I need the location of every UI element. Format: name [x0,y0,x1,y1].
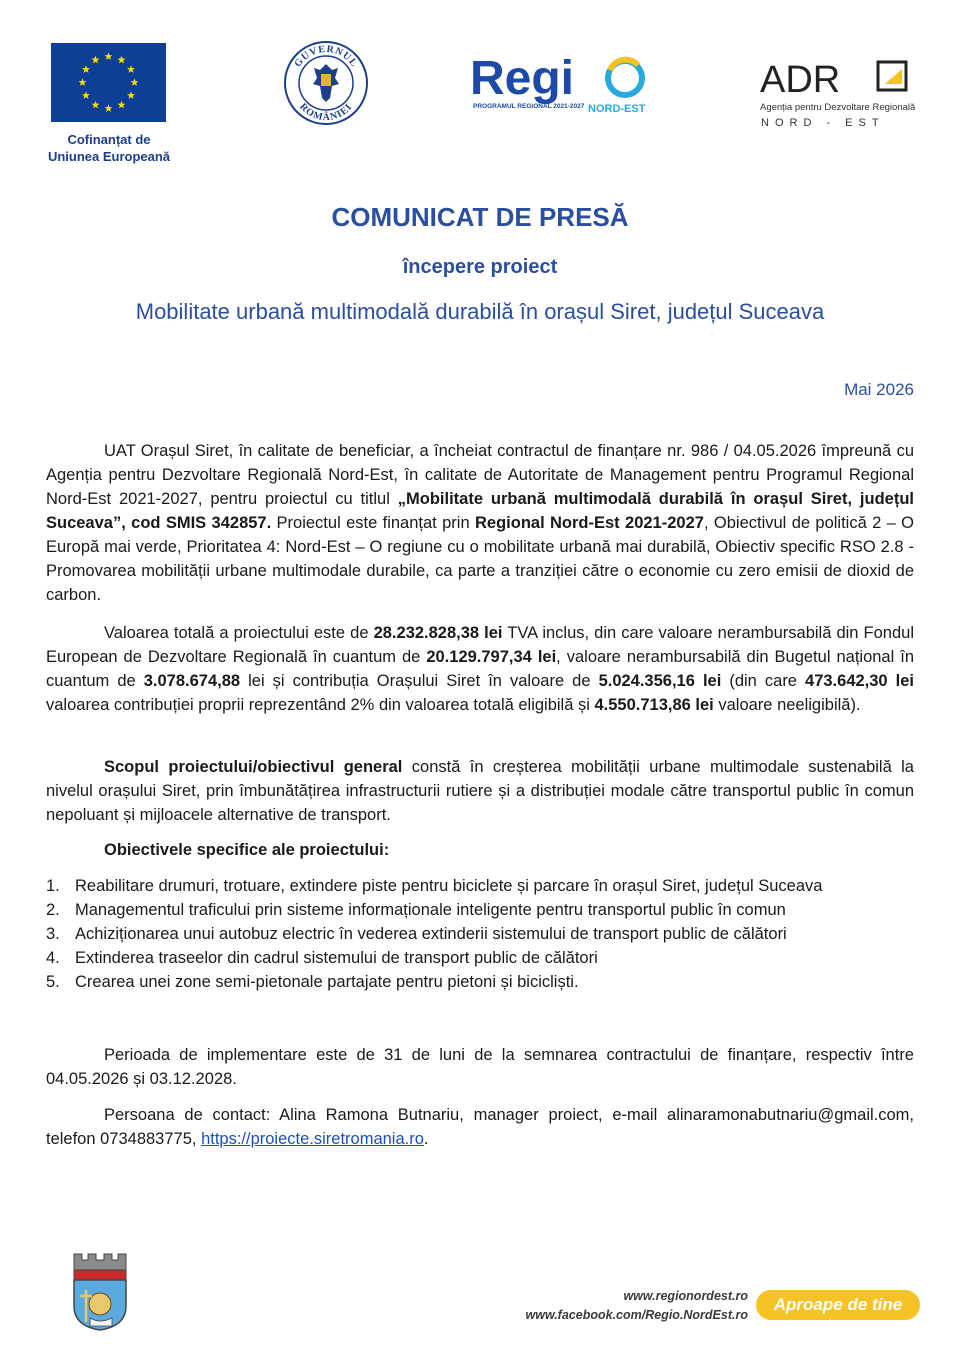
svg-text:Regi: Regi [470,52,575,105]
fedr-value: 20.129.797,34 lei [426,648,557,666]
project-website-link[interactable]: https://proiecte.siretromania.ro [201,1130,424,1148]
city-contribution-value: 5.024.356,16 lei [598,672,722,690]
svg-text:NORD-EST: NORD-EST [588,103,646,115]
objectives-heading: Obiectivele specifice ale proiectului: [104,841,390,859]
svg-text:PROGRAMUL REGIONAL 2021-2027: PROGRAMUL REGIONAL 2021-2027 [473,103,585,110]
eu-cofinance-caption [30,131,188,165]
contact-text: Persoana de contact: Alina Ramona Butnariu, manager proiect, e-mail alinaramonabutnariu@gmail.com, telefon 0734883775, [46,1106,914,1148]
p2-text: , valoare nerambursabilă din Bugetul național în cuantum de [46,648,914,690]
svg-text:ROMÂNIEI: ROMÂNIEI [297,101,355,124]
own-contribution-value: 473.642,30 lei [805,672,914,690]
list-item-text: Achiziționarea unui autobuz electric în vederea extinderii sistemului de transport public de călători [75,925,787,943]
list-item-number: 2. [46,901,60,919]
list-item [46,874,914,898]
adr-brand-icon [760,52,920,132]
footer-links [526,1287,749,1325]
p2-text: (din care [721,672,806,690]
goal-label: Scopul proiectului/obiectivul general [104,758,403,776]
svg-text:GUVERNUL: GUVERNUL [292,43,360,70]
regio-brand-icon [470,50,650,120]
page-subtitle: începere proiect [402,256,558,278]
national-budget-value: 3.078.674,88 [143,672,241,690]
p2-text: valoarea contribuției proprii reprezentând 2% din valoarea totală eligibilă și [46,696,595,714]
release-date: Mai 2026 [844,380,914,399]
p1-text: UAT Orașul Siret, în calitate de beneficiar, a încheiat contractul de finanțare nr. 986 / 04.05.2026 împreună cu Agenția pentru Dezvoltare Regională Nord-Est, în calitate de Autoritate de Management pentru Programul Regional Nord-Est 2021-2027, pentru proiectul cu titlul [46,442,914,508]
eu-caption-line1: Cofinanțat de [67,132,151,147]
intro-paragraph [46,439,914,607]
list-item-number: 1. [46,877,60,895]
list-item-text: Reabilitare drumuri, trotuare, extindere piste pentru biciclete și parcare în orașul Siret, județul Suceava [75,877,823,895]
regio-nord-est-logo [470,50,650,120]
svg-text:ADR: ADR [760,59,841,101]
adr-nord-est-logo [760,52,920,132]
eu-stars-icon [51,43,166,122]
contact-text: . [423,1130,429,1148]
svg-text:NORD - EST: NORD - EST [761,117,885,129]
p1-text: Proiectul este finanțat prin [271,514,475,532]
p1-project-name: „Mobilitate urbană multimodală durabilă în orașul Siret, județul Suceava”, cod SMIS 342857. [46,490,914,532]
facebook-link[interactable]: www.facebook.com/Regio.NordEst.ro [525,1308,748,1322]
list-item [46,970,914,994]
list-item-text: Crearea unei zone semi-pietonale partajate pentru pietoni și bicicliști. [75,973,579,991]
list-item-number: 5. [46,973,60,991]
slogan-badge: Aproape de tine [756,1290,920,1320]
p2-text: lei și contribuția Orașului Siret în valoare de [240,672,599,690]
svg-text:Agenția pentru Dezvoltare Regi: Agenția pentru Dezvoltare Regională [760,102,916,113]
list-item-number: 4. [46,949,60,967]
list-item-number: 3. [46,925,60,943]
siret-coat-of-arms [68,1250,132,1332]
eu-caption-line2: Uniunea Europeană [47,149,171,164]
total-value: 28.232.828,38 lei [373,624,503,642]
coat-of-arms-icon [68,1250,132,1332]
objectives-list [46,874,914,994]
ineligible-value: 4.550.713,86 lei [594,696,714,714]
eu-flag-logo [51,43,166,122]
p1-program-name: Regional Nord-Est 2021-2027 [474,514,704,532]
goal-paragraph [46,755,914,827]
list-item [46,898,914,922]
website-link[interactable]: www.regionordest.ro [623,1289,748,1303]
p2-text: Valoarea totală a proiectului este de [104,624,374,642]
list-item [46,946,914,970]
page-title: COMUNICAT DE PRESĂ [331,202,629,232]
contact-paragraph [46,1103,914,1151]
list-item-text: Extinderea traseelor din cadrul sistemului de transport public de călători [75,949,598,967]
government-seal-logo [283,40,369,126]
romania-coat-icon [283,40,369,126]
list-item-text: Managementul traficului prin sisteme informaționale inteligente pentru transportul public în comun [75,901,786,919]
budget-paragraph [46,621,914,717]
implementation-period-paragraph: Perioada de implementare este de 31 de luni de la semnarea contractului de finanțare, respectiv între 04.05.2026 și 03.12.2028. [46,1046,914,1088]
project-title: Mobilitate urbană multimodală durabilă în orașul Siret, județul Suceava [135,299,825,324]
p1-text: , Obiectivul de politică 2 – O Europă mai verde, Prioritatea 4: Nord-Est – O regiune cu o mobilitate urbană mai durabilă, Obiectiv specific RSO 2.8 - Promovarea mobilității urbane multimodale durabile, ca parte a tranziției către o economie cu zero emisii de dioxid de carbon. [46,514,915,604]
p3-text: constă în creșterea mobilității urbane multimodale sustenabilă la nivelul orașului Siret, prin îmbunătățirea infrastructurii rutiere și a distribuției modale către transportul public în comun nepoluant și mijloacele alternative de transport. [46,758,914,824]
p2-text: valoare neeligibilă). [713,696,861,714]
p2-text: TVA inclus, din care valoare nerambursabilă din Fondul European de Dezvoltare Regională în cuantum de [46,624,915,666]
list-item [46,922,914,946]
